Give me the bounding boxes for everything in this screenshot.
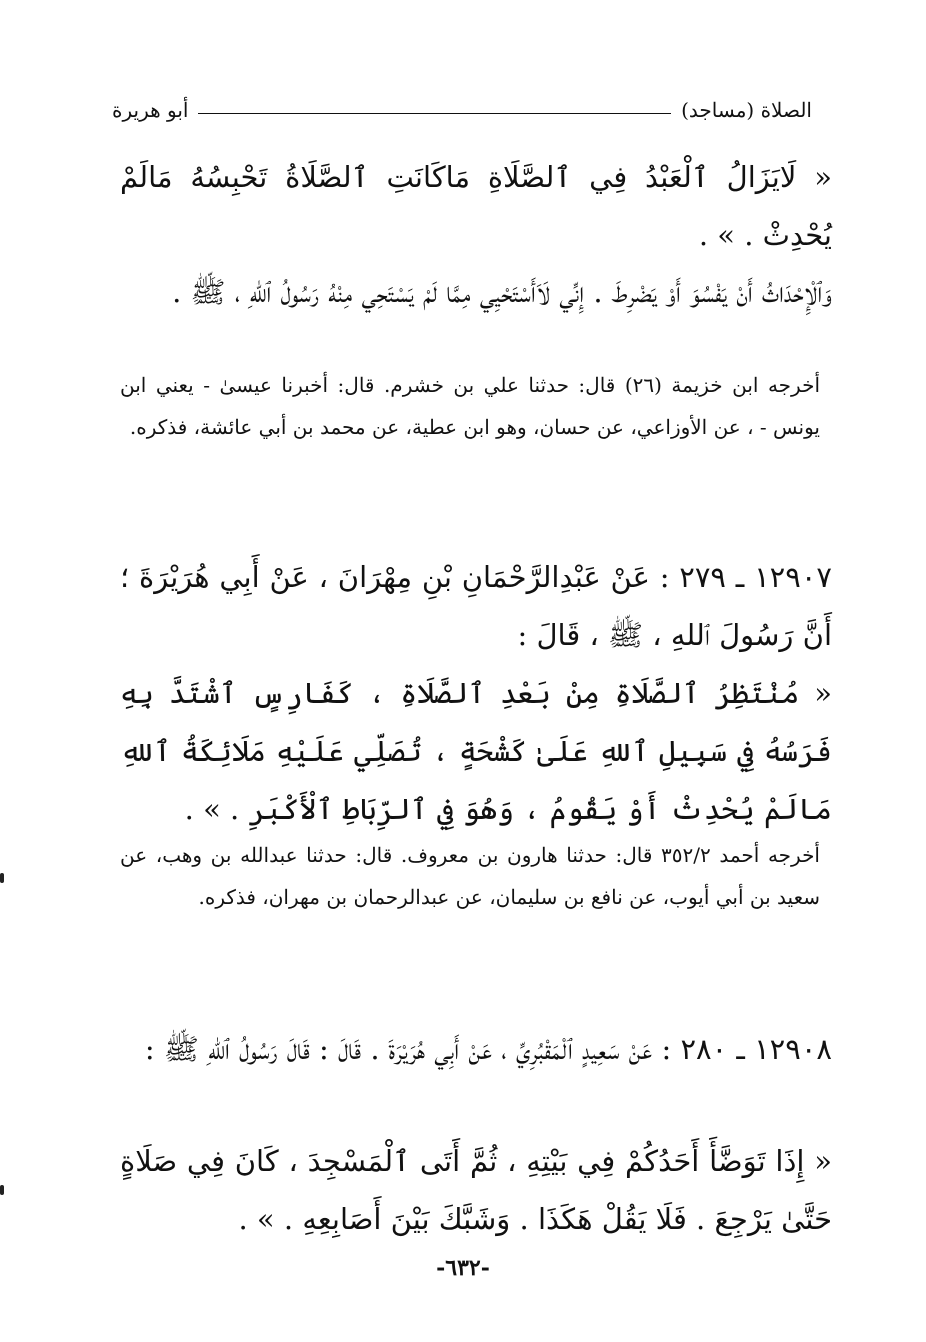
header-narrator: أبو هريرة bbox=[112, 98, 189, 122]
header-rule bbox=[198, 113, 671, 114]
hadith-2-takhrij: أخرجه أحمد ٣٥٢/٢ قال: حدثنا هارون بن معروف. قال: حدثنا عبدالله بن وهب، عن سعيد بن أبي أيوب، عن نافع بن سليمان، عن عبدالرحمان بن مهران، فذكره. bbox=[120, 843, 820, 909]
hadith-1-takhrij: أخرجه ابن خزيمة (٢٦) قال: حدثنا علي بن خشرم. قال: أخبرنا عيسىٰ - يعني ابن يونس - ، عن الأوزاعي، عن حسان، وهو ابن عطية، عن محمد بن أبي عائشة، فذكره. bbox=[120, 373, 821, 439]
header-chapter-title: الصلاة (مساجد) bbox=[681, 98, 812, 122]
hadith-1-explanation: وَٱلْإِحْدَاثُ أَنْ يَفْسُوَ أَوْ يَضْرِطَ . إِنِّي لَاَأَسْتَحْيِي مِمَّا لَمْ يَسْتَحِي مِنْهُ رَسُولُ ٱللهِ ، ﷺ . bbox=[172, 275, 832, 309]
hadith-2-isnad: ١٢٩٠٧ ـ ٢٧٩ : عَنْ عَبْدِالرَّحْمَانِ بْنِ مِهْرَانَ ، عَنْ أَبِي هُرَيْرَةَ ؛ أَنَّ رَسُولَ ٱللهِ ، ﷺ ، قَالَ : bbox=[120, 560, 832, 652]
hadith-3-isnad: ١٢٩٠٨ ـ ٢٨٠ : عَنْ سَعِيدٍ ٱلْمَقْبُرِيِّ ، عَنْ أَبِي هُرَيْرَةَ . قَالَ : قَالَ رَسُولُ ٱللهِ ﷺ : bbox=[144, 1032, 832, 1066]
page-number: -٦٣٢- bbox=[436, 1255, 490, 1281]
hadith-3-matn: « إِذَا تَوَضَّأَ أَحَدُكُمْ فِي بَيْتِهِ ، ثُمَّ أَتَى ٱلْمَسْجِدَ ، كَانَ فِي صَلَاةٍ حَتَّىٰ يَرْجِعَ . فَلَا يَقُلْ هَكَذَا . وَشَبَّكَ بَيْنَ أَصَابِعِهِ . » . bbox=[120, 1144, 832, 1236]
scan-mark bbox=[0, 873, 4, 883]
hadith-1-text: « لَايَزَالُ ٱلْعَبْدُ فِي ٱلصَّلَاةِ مَاكَانَتِ ٱلصَّلَاةُ تَحْبِسُهُ مَالَمْ يُحْدِثْ . » . bbox=[120, 160, 832, 252]
hadith-2-matn: « مُنْتَظِرُ ٱلصَّلَاةِ مِنْ بَعْدِ ٱلصَّلَاةِ ، كَفَارِسٍ ٱشْتَدَّ بِهِ فَرَسُهُ فِي سَبِيلِ ٱللهِ عَلَىٰ كَشْحَةٍ ، تُصَلِّي عَلَيْهِ مَلَائِكَةُ ٱللهِ مَالَمْ يُحْدِثْ أَوْ يَقُومُ ، وَهُوَ فِي ٱلرِّبَاطِ ٱلْأَكْبَرِ . » . bbox=[120, 676, 832, 826]
scan-mark bbox=[0, 1185, 4, 1195]
running-header bbox=[112, 95, 812, 125]
